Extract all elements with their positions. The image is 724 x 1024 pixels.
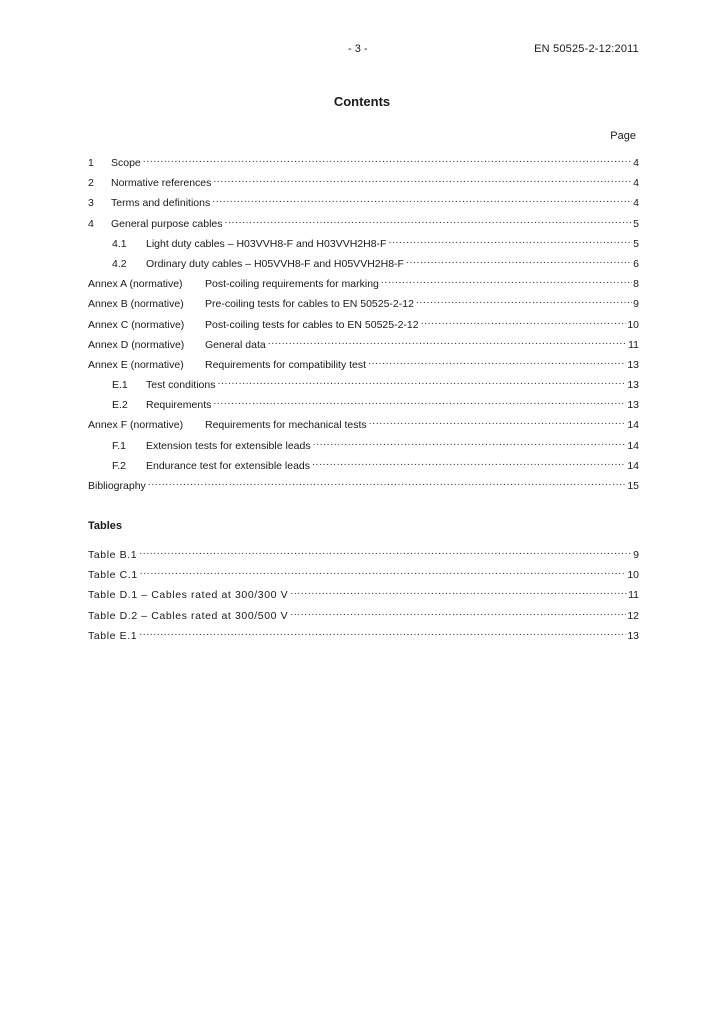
toc-entry-number: E.2 xyxy=(112,399,128,412)
table-entry-d1[interactable] xyxy=(88,586,639,606)
toc-entry-page: 14 xyxy=(627,419,639,432)
toc-entry-title: Normative references xyxy=(111,177,212,190)
table-entry-e1[interactable] xyxy=(88,627,639,647)
table-entry-c1[interactable] xyxy=(88,566,639,586)
table-entry-title: Table C.1 xyxy=(88,569,138,582)
toc-entry-number: 1 xyxy=(88,157,94,169)
toc-entry-annex-a[interactable] xyxy=(88,275,639,295)
table-entry-page: 11 xyxy=(628,589,639,602)
toc-entry-light-duty-cables[interactable] xyxy=(88,235,639,255)
dot-leader xyxy=(290,607,626,619)
toc-entry-annex-c[interactable] xyxy=(88,316,639,336)
dot-leader xyxy=(381,275,632,287)
toc-entry-page: 10 xyxy=(627,318,639,331)
toc-entry-number: F.2 xyxy=(112,459,127,472)
toc-entry-title: Extension tests for extensible leads xyxy=(146,439,311,452)
toc-entry-page: 5 xyxy=(633,217,639,230)
toc-entry-annex-b[interactable] xyxy=(88,295,639,315)
table-entry-page: 9 xyxy=(633,549,639,561)
tables-heading: Tables xyxy=(88,520,123,532)
table-entry-d2[interactable] xyxy=(88,607,639,627)
dot-leader xyxy=(388,235,632,247)
toc-entry-title: Terms and definitions xyxy=(111,197,211,210)
dot-leader xyxy=(416,295,632,307)
list-of-tables xyxy=(88,546,639,647)
toc-entry-page: 11 xyxy=(628,338,639,351)
table-entry-title: Table D.2 – Cables rated at 300/500 V xyxy=(88,609,289,622)
toc-entry-page: 15 xyxy=(627,480,639,492)
toc-entry-title: Endurance test for extensible leads xyxy=(146,459,311,472)
dot-leader xyxy=(212,194,632,206)
toc-entry-number: Annex F (normative) xyxy=(88,419,184,432)
toc-entry-annex-f[interactable] xyxy=(88,416,639,436)
toc-entry-number: F.1 xyxy=(112,439,127,452)
toc-entry-page: 8 xyxy=(633,278,639,291)
toc-entry-bibliography[interactable] xyxy=(88,477,639,497)
table-entry-b1[interactable] xyxy=(88,546,639,566)
toc-entry-page: 13 xyxy=(627,358,639,371)
dot-leader xyxy=(290,586,627,598)
dot-leader xyxy=(225,215,633,227)
toc-entry-title: General purpose cables xyxy=(111,217,223,230)
toc-entry-page: 13 xyxy=(627,399,639,412)
toc-entry-annex-e[interactable] xyxy=(88,356,639,376)
toc-entry-title: Ordinary duty cables – H05VVH8-F and H05VVH2H8-F xyxy=(146,257,404,270)
toc-entry-number: Annex E (normative) xyxy=(88,358,184,371)
toc-entry-number: 3 xyxy=(88,197,94,210)
dot-leader xyxy=(139,627,626,639)
toc-entry-ordinary-duty-cables[interactable] xyxy=(88,255,639,275)
table-entry-page: 13 xyxy=(627,629,639,642)
dot-leader xyxy=(406,255,632,267)
toc-entry-number: 4.1 xyxy=(112,237,127,250)
toc-entry-title: Requirements xyxy=(146,399,212,412)
contents-title: Contents xyxy=(333,94,391,109)
toc-entry-title: General data xyxy=(205,338,266,351)
toc-entry-annex-d[interactable] xyxy=(88,336,639,356)
toc-entry-title: Requirements for mechanical tests xyxy=(205,419,367,432)
dot-leader xyxy=(312,457,626,469)
toc-entry-endurance-test[interactable] xyxy=(88,457,639,477)
page-number: - 3 - xyxy=(348,43,368,55)
toc-entry-title: Post-coiling requirements for marking xyxy=(205,278,379,291)
table-of-contents xyxy=(88,154,639,497)
dot-leader xyxy=(148,477,627,489)
toc-entry-page: 14 xyxy=(627,459,639,472)
toc-entry-page: 14 xyxy=(627,439,639,452)
toc-entry-title: Light duty cables – H03VVH8-F and H03VVH2H8-F xyxy=(146,237,387,250)
toc-entry-title: Bibliography xyxy=(88,480,146,492)
toc-entry-page: 4 xyxy=(633,157,639,169)
toc-entry-title: Pre-coiling tests for cables to EN 50525-2-12 xyxy=(205,298,414,311)
toc-entry-title: Scope xyxy=(111,157,141,169)
document-id: EN 50525-2-12:2011 xyxy=(534,43,639,55)
toc-entry-general-purpose-cables[interactable] xyxy=(88,215,639,235)
toc-entry-number: Annex C (normative) xyxy=(88,318,185,331)
dot-leader xyxy=(139,546,632,558)
dot-leader xyxy=(213,174,632,186)
toc-entry-number: Annex A (normative) xyxy=(88,278,183,291)
dot-leader xyxy=(421,316,627,328)
toc-entry-test-conditions[interactable] xyxy=(88,376,639,396)
toc-entry-number: Annex D (normative) xyxy=(88,338,185,351)
dot-leader xyxy=(313,437,627,449)
toc-entry-page: 9 xyxy=(633,298,639,311)
toc-entry-terms-definitions[interactable] xyxy=(88,194,639,214)
toc-entry-title: Test conditions xyxy=(146,379,216,392)
toc-entry-title: Post-coiling tests for cables to EN 50525-2-12 xyxy=(205,318,419,331)
dot-leader xyxy=(368,356,626,368)
dot-leader xyxy=(143,154,632,166)
toc-entry-requirements[interactable] xyxy=(88,396,639,416)
dot-leader xyxy=(140,566,627,578)
toc-entry-number: E.1 xyxy=(112,379,128,392)
toc-entry-extension-tests[interactable] xyxy=(88,437,639,457)
toc-entry-number: 4.2 xyxy=(112,257,127,270)
toc-entry-number: 4 xyxy=(88,217,94,230)
toc-entry-title: Requirements for compatibility test xyxy=(205,358,367,371)
page-column-label: Page xyxy=(610,130,636,142)
toc-entry-number: 2 xyxy=(88,177,94,190)
toc-entry-normative-references[interactable] xyxy=(88,174,639,194)
toc-entry-page: 4 xyxy=(633,197,639,210)
dot-leader xyxy=(213,396,626,408)
dot-leader xyxy=(369,416,627,428)
table-entry-title: Table E.1 xyxy=(88,629,138,642)
dot-leader xyxy=(217,376,626,388)
table-entry-page: 12 xyxy=(627,609,639,622)
dot-leader xyxy=(268,336,627,348)
toc-entry-page: 6 xyxy=(633,257,639,270)
toc-entry-number: Annex B (normative) xyxy=(88,298,184,311)
toc-entry-page: 4 xyxy=(633,177,639,190)
toc-entry-page: 13 xyxy=(627,379,639,392)
table-entry-page: 10 xyxy=(627,569,639,582)
table-entry-title: Table B.1 xyxy=(88,549,138,561)
table-entry-title: Table D.1 – Cables rated at 300/300 V xyxy=(88,589,289,602)
toc-entry-scope[interactable] xyxy=(88,154,639,174)
toc-entry-page: 5 xyxy=(633,237,639,250)
